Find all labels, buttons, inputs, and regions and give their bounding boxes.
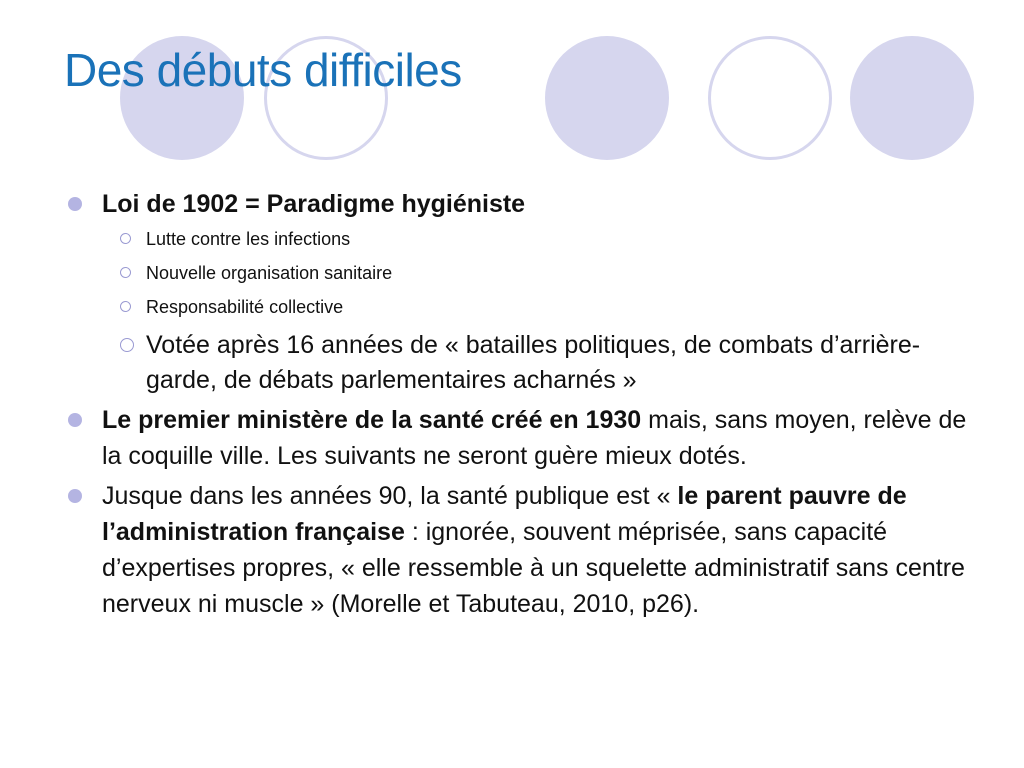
sub-bullet-item	[68, 294, 968, 320]
bullet-item	[68, 186, 968, 222]
decorative-circle-filled	[850, 36, 974, 160]
sub-bullet-text: Responsabilité collective	[146, 297, 344, 317]
hollow-bullet-icon	[120, 338, 134, 352]
bullet-bold-text: le parent pauvre de l’administration française	[102, 482, 907, 546]
sub-bullet-text: Nouvelle organisation sanitaire	[146, 263, 393, 283]
sub-bullet-item	[68, 226, 968, 252]
bullet-bold-text: Le premier ministère de la santé créé en 1930	[102, 406, 642, 434]
sub-bullet-item	[68, 260, 968, 286]
sub-bullet-text: Lutte contre les infections	[146, 229, 351, 249]
hollow-bullet-icon	[120, 233, 131, 244]
bullet-item	[68, 478, 968, 622]
slide-title: Des débuts difficiles	[64, 44, 462, 96]
bullet-icon	[68, 489, 82, 503]
bullet-icon	[68, 197, 82, 211]
bullet-icon	[68, 413, 82, 427]
bullet-text-pre: Jusque dans les années 90, la santé publique est «	[102, 482, 678, 510]
slide-body	[68, 186, 968, 626]
sub-bullet-text: Votée après 16 années de « batailles politiques, de combats d’arrière-garde, de débats parlementaires acharnés »	[146, 331, 921, 394]
sub-bullet-item	[68, 328, 968, 398]
bullet-text: mais, sans moyen, relève de la coquille ville. Les suivants ne seront guère mieux dotés.	[102, 406, 967, 470]
bullet-heading: Loi de 1902 = Paradigme hygiéniste	[102, 190, 526, 218]
bullet-item	[68, 402, 968, 474]
bullet-text-post: : ignorée, souvent méprisée, sans capacité d’expertises propres, « elle ressemble à un squelette administratif sans centre nerveux ni muscle » (Morelle et Tabuteau, 2010, p26).	[102, 518, 965, 618]
decorative-circle-filled	[545, 36, 669, 160]
decorative-circle-outline	[708, 36, 832, 160]
hollow-bullet-icon	[120, 301, 131, 312]
hollow-bullet-icon	[120, 267, 131, 278]
